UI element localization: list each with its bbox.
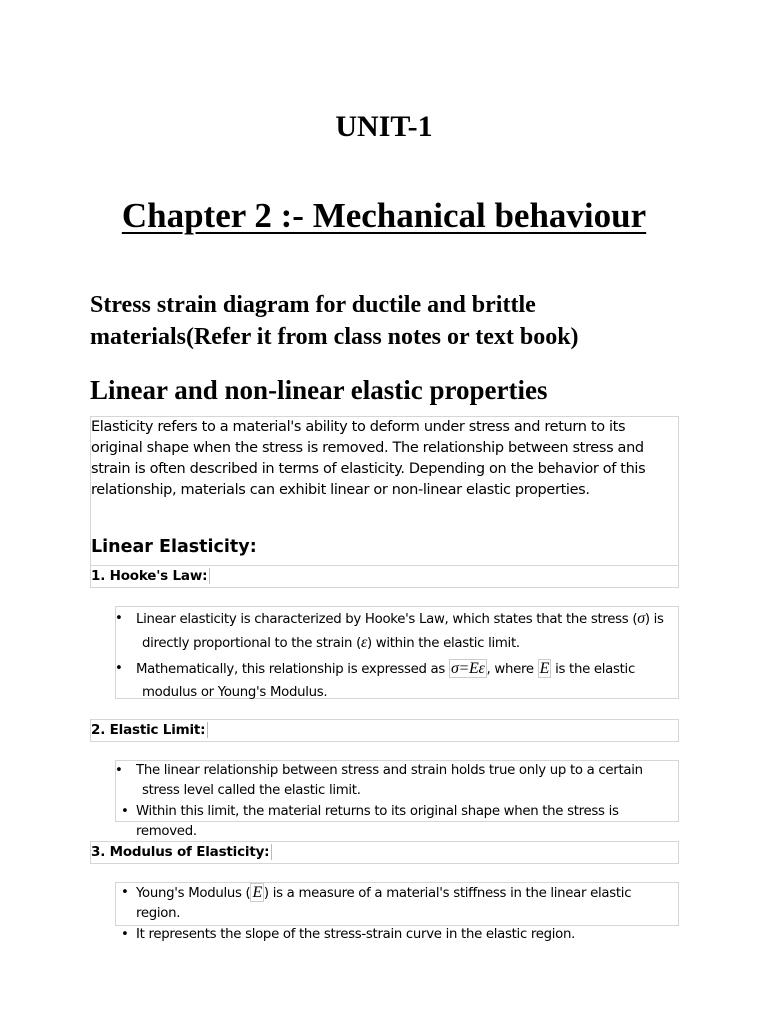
bullet-text: Mathematically, this relationship is expressed as <box>136 662 449 677</box>
modulus-symbol: E <box>252 884 262 901</box>
list-item <box>116 607 678 655</box>
unit-title: UNIT-1 <box>335 110 433 143</box>
list-item: • The linear relationship between stress and strain holds true only up to a certain stress level called the elastic limit. <box>116 761 678 801</box>
hookes-law-equation: σ=Eε <box>450 660 485 677</box>
hookes-law-heading-text: 1. Hooke's Law: <box>91 568 210 584</box>
epsilon-symbol: ε <box>360 634 367 651</box>
divider <box>91 565 678 566</box>
section-heading-linear-nonlinear: Linear and non-linear elastic properties <box>90 375 548 405</box>
bullet-text: ) is directly proportional to the strain ( <box>142 612 664 651</box>
hookes-law-list <box>115 606 679 699</box>
elastic-limit-heading-box <box>90 719 679 742</box>
elastic-limit-heading <box>91 722 208 738</box>
modulus-heading-box <box>90 841 679 864</box>
list-item <box>116 883 678 924</box>
bullet-text: ) is a measure of a material's stiffness in the linear elastic region. <box>136 886 632 921</box>
modulus-of-elasticity-heading <box>91 844 272 860</box>
bullet-text: is the elastic modulus or Young's Modulus. <box>142 662 635 700</box>
linear-elasticity-heading: Linear Elasticity: <box>91 537 257 557</box>
sigma-symbol: σ <box>637 610 645 627</box>
chapter-title <box>0 196 768 236</box>
list-item <box>116 657 678 704</box>
hookes-law-heading <box>91 568 210 584</box>
chapter-title-text: Chapter 2 :- Mechanical behaviour <box>121 196 647 235</box>
bullet-text: Linear elasticity is characterized by Hooke's Law, which states that the stress ( <box>136 612 638 627</box>
bullet-text: , where <box>486 662 538 677</box>
modulus-symbol: E <box>539 660 550 677</box>
list-item: • It represents the slope of the stress-strain curve in the elastic region. <box>116 925 678 945</box>
section-heading-stress-strain: Stress strain diagram for ductile and brittle materials(Refer it from class notes or text book) <box>90 292 579 350</box>
elastic-limit-heading-text: 2. Elastic Limit: <box>91 722 208 738</box>
elastic-limit-list <box>115 760 679 839</box>
modulus-list <box>115 882 679 942</box>
intro-paragraph: Elasticity refers to a material's ability to deform under stress and return to its original shape when the stress is removed. The relationship between stress and strain is often described in terms of elasticity. Depending on the behavior of this relationship, materials can exhibit linear or non-linear elastic properties. <box>91 419 646 498</box>
intro-section <box>90 416 679 588</box>
list-item: • Within this limit, the material returns to its original shape when the stress is removed. <box>116 802 678 842</box>
modulus-heading-text: 3. Modulus of Elasticity: <box>91 844 272 860</box>
bullet-text: ) within the elastic limit. <box>366 636 520 651</box>
bullet-text: Young's Modulus ( <box>136 886 251 901</box>
